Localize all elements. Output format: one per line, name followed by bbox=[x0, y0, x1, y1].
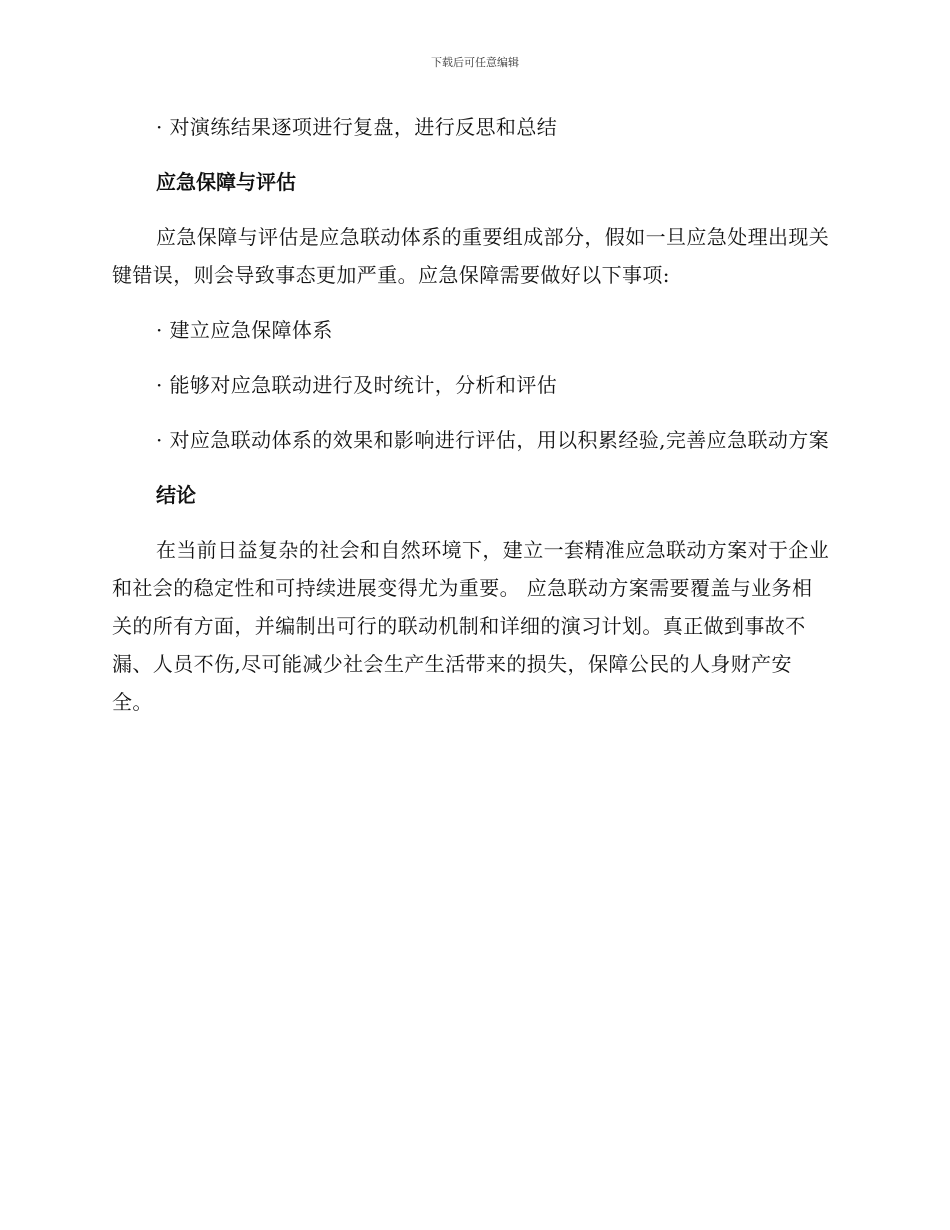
document-body bbox=[112, 108, 832, 738]
paragraph-conclusion: 在当前日益复杂的社会和自然环境下，建立一套精准应急联动方案对于企业和社会的稳定性和可持续进展变得尤为重要。 应急联动方案需要覆盖与业务相关的所有方面，并编制出可行的联动机制和详细的演习计划。真正做到事故不漏、人员不伤,尽可能减少社会生产生活带来的损失，保障公民的人身财产安全。 bbox=[112, 538, 830, 714]
bullet-review: · 对演练结果逐项进行复盘，进行反思和总结 bbox=[156, 115, 558, 139]
section-heading-conclusion: 结论 bbox=[156, 483, 196, 507]
section-heading-guarantee: 应急保障与评估 bbox=[156, 170, 296, 194]
paragraph-guarantee-intro: 应急保障与评估是应急联动体系的重要组成部分，假如一旦应急处理出现关键错误，则会导致事态更加严重。应急保障需要做好以下事项: bbox=[112, 225, 830, 287]
bullet-item: · 对应急联动体系的效果和影响进行评估，用以积累经验,完善应急联动方案 bbox=[156, 428, 830, 452]
header-note: 下载后可任意编辑 bbox=[431, 56, 519, 69]
bullet-item: · 建立应急保障体系 bbox=[156, 318, 333, 342]
bullet-item: · 能够对应急联动进行及时统计，分析和评估 bbox=[156, 373, 558, 397]
